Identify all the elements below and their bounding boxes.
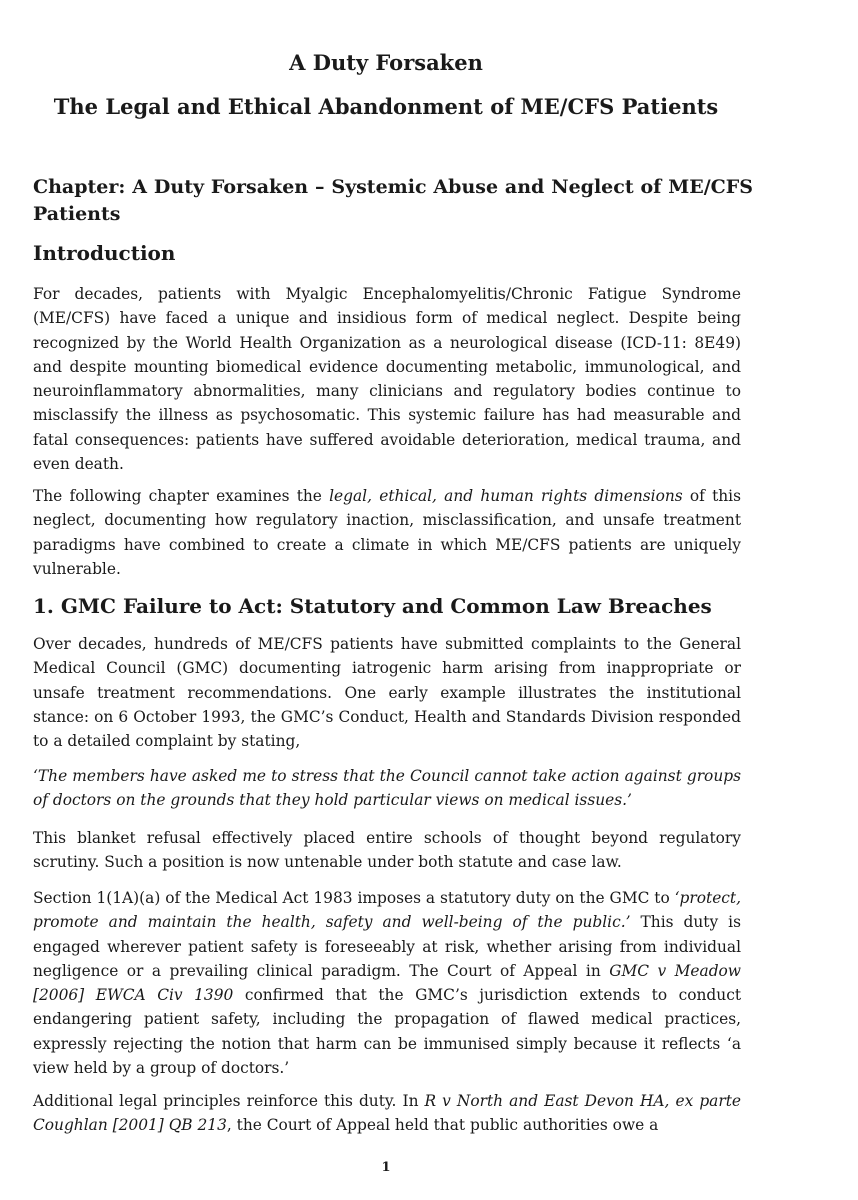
case-citation: GMC v Meadow [2006] EWCA Civ 1390 xyxy=(33,961,741,1005)
section-1-paragraph-1: Over decades, hundreds of ME/CFS patients have submitted complaints to the General Medical Council (GMC) documenting iatrogenic harm arising from inappropriate or unsafe treatment recommendations. One early example illustrates the institutional stance: on 6 October 1993, the GMC’s Conduct, Health and Standards Division responded to a detailed complaint by stating, xyxy=(33,635,741,751)
introduction-heading: Introduction xyxy=(33,241,176,265)
document-subtitle: The Legal and Ethical Abandonment of ME/CFS Patients xyxy=(53,94,719,119)
page-number: 1 xyxy=(381,1160,391,1175)
section-1-paragraph-4: Additional legal principles reinforce this duty. In R v North and East Devon HA, ex parte Coughlan [2001] QB 213, the Court of Appeal held that public authorities owe a xyxy=(33,1092,741,1135)
document-title: A Duty Forsaken xyxy=(289,50,483,75)
section-1-heading: 1. GMC Failure to Act: Statutory and Common Law Breaches xyxy=(33,594,712,618)
intro-paragraph-1: For decades, patients with Myalgic Encephalomyelitis/Chronic Fatigue Syndrome (ME/CFS) have faced a unique and insidious form of medical neglect. Despite being recognized by the World Health Organization as a neurological disease (ICD-11: 8E49) and despite mounting biomedical evidence documenting metabolic, immunological, and neuroinflammatory abnormalities, many clinicians and regulatory bodies continue to misclassify the illness as psychosomatic. This systemic failure has had measurable and fatal consequences: patients have suffered avoidable deterioration, medical trauma, and even death. xyxy=(33,285,741,474)
section-1-paragraph-2: This blanket refusal effectively placed entire schools of thought beyond regulatory scrutiny. Such a position is now untenable under both statute and case law. xyxy=(33,829,741,872)
emphasis-quote: ‘protect, promote and maintain the health, safety and well-being of the public.’ xyxy=(33,889,741,932)
section-1-paragraph-3: Section 1(1A)(a) of the Medical Act 1983 imposes a statutory duty on the GMC to ‘protect, promote and maintain the health, safety and well-being of the public.’ This duty is engaged wherever patient safety is foreseeably at risk, whether arising from individual negligence or a prevailing clinical paradigm. The Court of Appeal in GMC v Meadow [2006] EWCA Civ 1390 confirmed that the GMC’s jurisdiction extends to conduct endangering patient safety, including the propagation of flawed medical practices, expressly rejecting the notion that harm can be immunised simply because it reflects ‘a view held by a group of doctors.’ xyxy=(33,889,742,1078)
chapter-heading: Chapter: A Duty Forsaken – Systemic Abuse and Neglect of ME/CFS Patients xyxy=(33,176,753,225)
emphasis: legal, ethical, and human rights dimensions xyxy=(329,487,683,505)
case-citation: R v North and East Devon HA, ex parte Coughlan [2001] QB 213 xyxy=(33,1092,741,1135)
gmc-quote: ‘The members have asked me to stress that the Council cannot take action against groups of doctors on the grounds that they hold particular views on medical issues.’ xyxy=(33,767,741,810)
intro-paragraph-2: The following chapter examines the legal, ethical, and human rights dimensions of this neglect, documenting how regulatory inaction, misclassification, and unsafe treatment paradigms have combined to create a climate in which ME/CFS patients are uniquely vulnerable. xyxy=(33,487,742,578)
